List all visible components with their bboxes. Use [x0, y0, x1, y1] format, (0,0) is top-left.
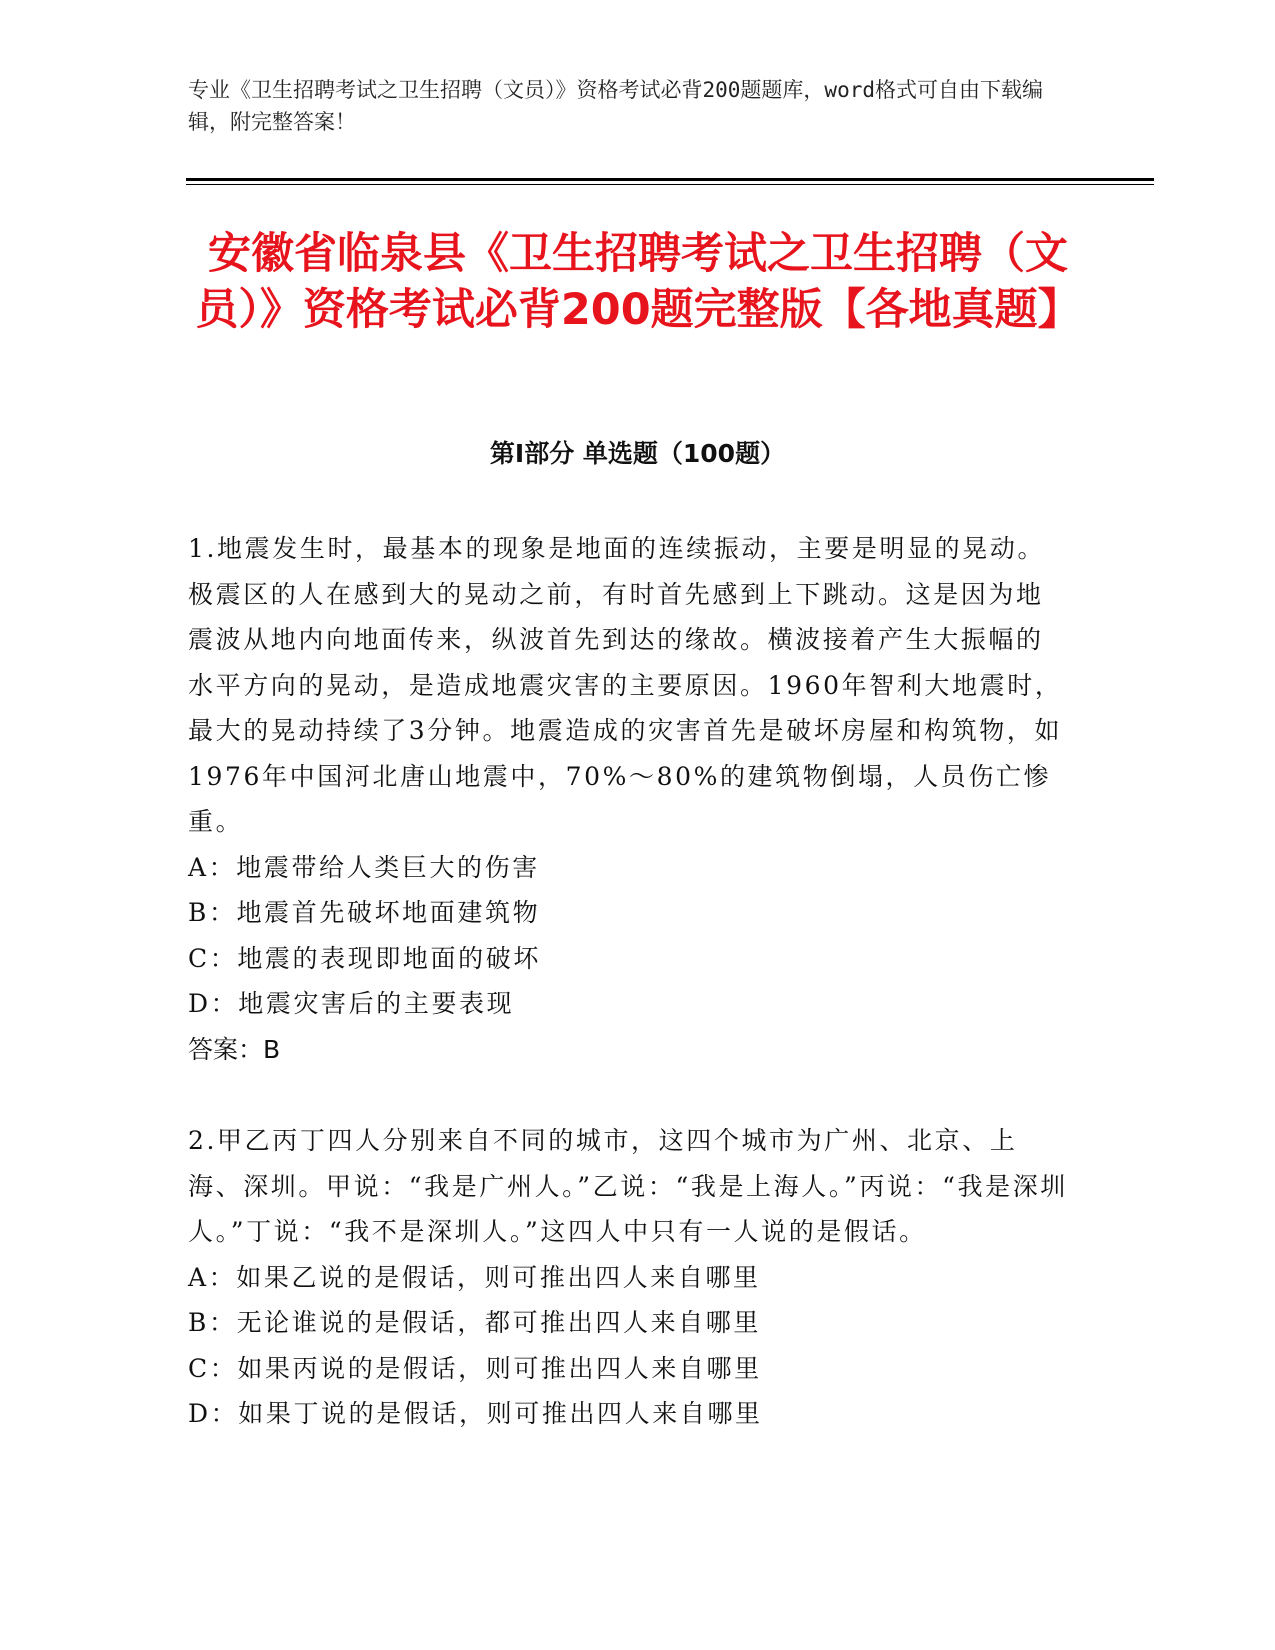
- option-a: A：地震带给人类巨大的伤害: [188, 852, 540, 882]
- document-title: 安徽省临泉县《卫生招聘考试之卫生招聘（文员）》资格考试必背200题完整版【各地真题】: [195, 229, 1081, 335]
- question-stem: 1.地震发生时，最基本的现象是地面的连续振动，主要是明显的晃动。极震区的人在感到大的晃动之前，有时首先感到上下跳动。这是因为地震波从地内向地面传来，纵波首先到达的缘故。横波接着产生大振幅的水平方向的晃动，是造成地震灾害的主要原因。1960年智利大地震时，最大的晃动持续了3分钟。地震造成的灾害首先是破坏房屋和构筑物，如1976年中国河北唐山地震中，70%～80%的建筑物倒塌，人员伤亡惨重。: [188, 534, 1063, 836]
- question-2: [188, 1118, 1068, 1437]
- section-title: 第I部分 单选题（100题）: [489, 439, 786, 468]
- header-divider-thick: [186, 178, 1154, 181]
- header-divider-thin: [186, 184, 1154, 185]
- header-note: 专业《卫生招聘考试之卫生招聘（文员）》资格考试必背200题题库，word格式可自由下载编辑，附完整答案！: [188, 78, 1043, 134]
- option-a: A：如果乙说的是假话，则可推出四人来自哪里: [188, 1262, 761, 1292]
- question-1: [188, 526, 1068, 1072]
- option-d: D：如果丁说的是假话，则可推出四人来自哪里: [188, 1399, 763, 1428]
- option-d: D：地震灾害后的主要表现: [188, 989, 515, 1018]
- option-c: C：地震的表现即地面的破坏: [188, 943, 541, 973]
- question-stem: 2.甲乙丙丁四人分别来自不同的城市，这四个城市为广州、北京、上海、深圳。甲说：“我是广州人。”乙说：“我是上海人。”丙说：“我是深圳人。”丁说：“我不是深圳人。”这四人中只有一人说的是假话。: [188, 1126, 1068, 1246]
- option-c: C：如果丙说的是假话，则可推出四人来自哪里: [188, 1353, 762, 1383]
- option-b: B：无论谁说的是假话，都可推出四人来自哪里: [188, 1308, 761, 1337]
- answer: 答案：B: [188, 1034, 281, 1064]
- option-b: B：地震首先破坏地面建筑物: [188, 898, 541, 927]
